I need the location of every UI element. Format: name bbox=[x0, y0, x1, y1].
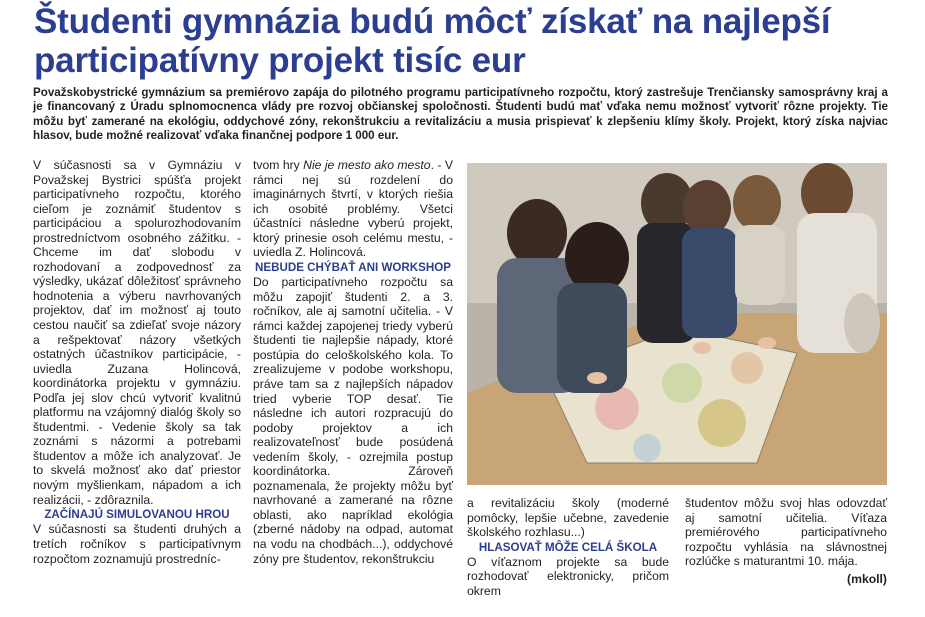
column-3 bbox=[467, 496, 669, 599]
column-2-text-a: tvom hry Nie je mesto ako mesto. - V rámci nej sú rozdelení do imaginárnych štvrtí, v ktorých riešia ich osobité problémy. Všetci účastníci následne vyberú projekt, ktorý prinesie osoh celému mestu, - uviedla Z. Holincová. bbox=[253, 158, 453, 260]
column-4 bbox=[685, 496, 887, 586]
article-lead: Považskobystrické gymnázium sa premiérovo zapája do pilotného programu participatívneho rozpočtu, ktorý zastrešuje Trenčiansky samosprávny kraj a je financovaný z Úradu splnomocnenca vlády pre rozvoj občianskej spoločnosti. Študenti budú mať vďaka nemu možnosť vytvoriť rôzne projekty. Tie môžu byť zamerané na ekológiu, oddychové zóny, rekonštrukciu a revitalizáciu a musia prispievať k zlepšeniu klímy školy. Projekt, ktorý získa najviac hlasov, bude možné realizovať vďaka finančnej podpore 1 000 eur. bbox=[33, 86, 888, 142]
column-1-text: V súčasnosti sa v Gymnáziu v Považskej Bystrici spúšťa projekt participatívneho rozpočtu, ktorého cieľom je zoznámiť študentov s participáciou a spolurozhodovaním prostredníctvom osobného zážitku. - Chceme im dať slobodu v rozhodovaní a zodpovednosť za výsledky, ukázať dôležitosť správneho hodnotenia a výberu navrhovaných projektov, dať im možnosť aj touto cestou naučiť sa zdieľať svoje názory a rešpektovať názory všetkých ostatných účastníkov participácie, - uviedla Zuzana Holincová, koordinátorka projektu v gymnáziu. Podľa jej slov chcú vytvoriť kvalitnú platformu na vzájomný dialóg školy so študentmi. - Vedenie školy sa tak zoznámi s názormi a potrebami študentov a môže ich analyzovať. Je to skvelá možnosť ako dať priestor novým myšlienkam, nápadom a ich realizácii, - zdôraznila. bbox=[33, 158, 241, 507]
column-2 bbox=[253, 158, 453, 566]
article-headline: Študenti gymnázia budú môcť získať na najlepší participatívny projekt tisíc eur bbox=[34, 2, 831, 80]
author-signature: (mkoll) bbox=[847, 571, 887, 586]
game-title: Nie je mesto ako mesto bbox=[303, 158, 431, 172]
students-game-photo bbox=[467, 163, 887, 485]
column-4-text: študentov môžu svoj hlas odovzdať aj samotní učitelia. Víťaza premiérového participatívneho rozpočtu vyhlásia na slávnostnej rozlúčke s maturantmi 10. mája. bbox=[685, 496, 887, 569]
column-3-text-b: O víťaznom projekte sa bude rozhodovať elektronicky, pričom okrem bbox=[467, 554, 669, 599]
column-3-text: a revitalizáciu školy (moderné pomôcky, lepšie učebne, zavedenie školského rozhlasu...) bbox=[467, 496, 669, 540]
column-1 bbox=[33, 158, 241, 616]
subheading-voting: HLASOVAŤ MÔŽE CELÁ ŠKOLA bbox=[478, 540, 658, 554]
subheading-simulation-game: ZAČÍNAJÚ SIMULOVANOU HROU bbox=[44, 508, 230, 522]
column-2-text-c: Do participatívneho rozpočtu sa môžu zapojiť študenti 2. a 3. ročníkov, ale aj samotní učitelia. - V rámci každej zapojenej triedy vyberú študenti tie najlepšie nápady, ktoré postúpia do celoškolského kola. To zrealizujeme v podobe workshopu, práve tam sa z najlepších nápadov tried vyberie TOP desať. Tie následne ich autori rozpracujú do podoby projektov a ich realizovateľnosť bude posúdená vedením školy, - ozrejmila postup koordinátorka. Zároveň poznamenala, že projekty môžu byť navrhované a zamerané na rôzne oblasti, ako napríklad ekológia (zberné nádoby na odpad, automat na vodu na chodbách...), oddychové zóny pre študentov, rekonštrukciu bbox=[253, 275, 453, 566]
subheading-workshop: NEBUDE CHÝBAŤ ANI WORKSHOP bbox=[254, 260, 452, 274]
article-photo bbox=[467, 163, 887, 485]
column-1-text-b: V súčasnosti sa študenti druhých a tretích ročníkov s participatívnym rozpočtom zoznamujú prostredníc- bbox=[33, 522, 241, 566]
